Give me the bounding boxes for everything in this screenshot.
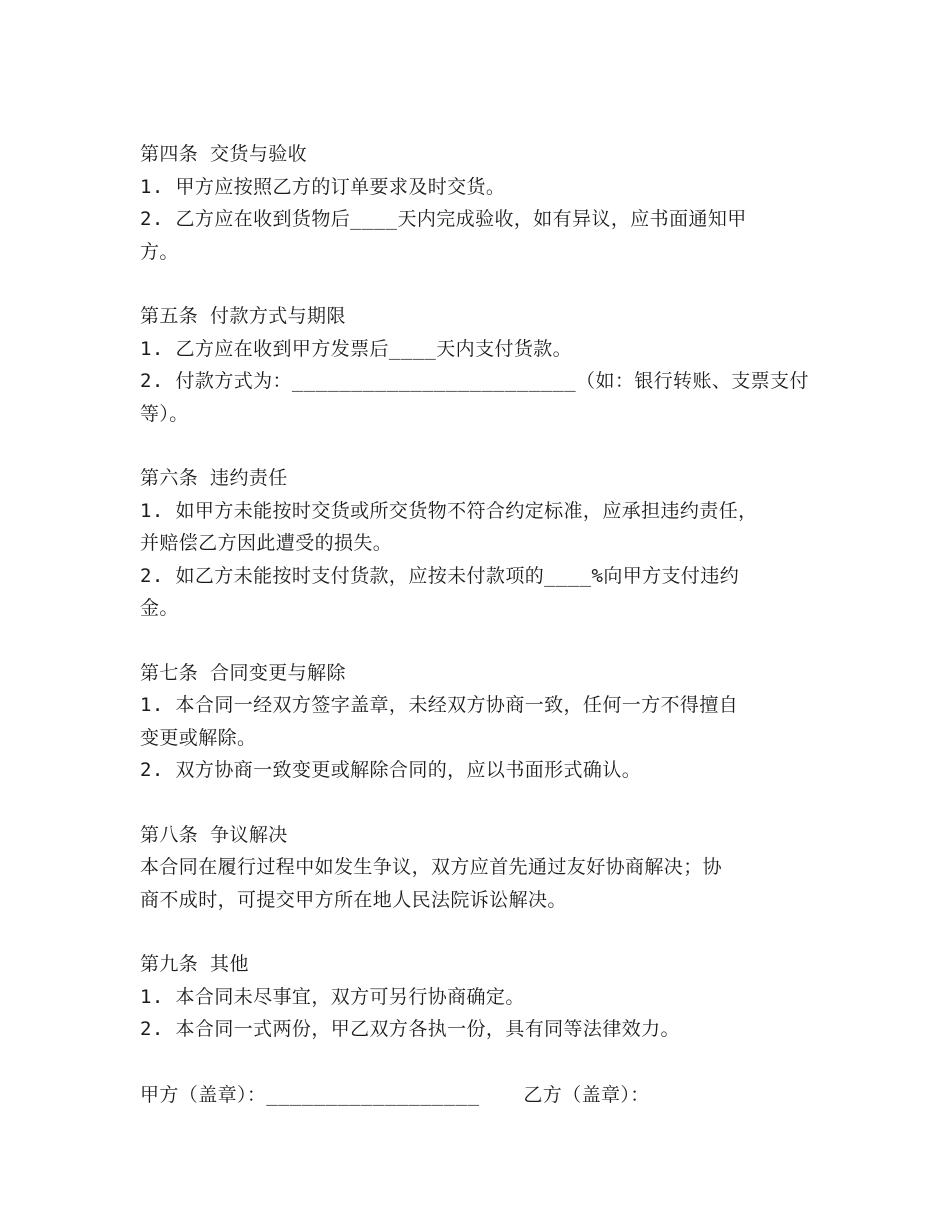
- clause-line: 1. 本合同一经双方签字盖章，未经双方协商一致，任何一方不得擅自: [140, 694, 739, 716]
- clause-line: 1. 甲方应按照乙方的订单要求及时交货。: [140, 175, 506, 198]
- clause-line: 1. 本合同未尽事宜，双方可另行协商确定。: [140, 985, 525, 1008]
- contract-body: [140, 138, 840, 1078]
- party-a-seal-field: 甲方（盖章）：__________________: [140, 1084, 480, 1106]
- clause-line: 等）。: [140, 402, 189, 425]
- section-heading: 第五条 付款方式与期限: [140, 305, 346, 327]
- party-b-seal-field: 乙方（盖章）：: [523, 1084, 650, 1106]
- clause-line: 方。: [140, 240, 179, 263]
- section-heading: 第八条 争议解决: [140, 823, 288, 846]
- signature-block: [140, 1079, 650, 1111]
- section-heading: 第七条 合同变更与解除: [140, 661, 346, 684]
- section-article-6: [140, 462, 840, 625]
- clause-line: 2. 如乙方未能按时支付货款，应按未付款项的____%向甲方支付违约: [140, 564, 740, 587]
- section-heading: 第九条 其他: [140, 953, 249, 975]
- clause-line: 2. 付款方式为：________________________（如：银行转账、支票支付: [140, 370, 809, 392]
- clause-line: 变更或解除。: [140, 726, 257, 749]
- section-article-5: [140, 300, 840, 430]
- clause-line: 2. 双方协商一致变更或解除合同的，应以书面形式确认。: [140, 759, 642, 781]
- clause-line: 2. 本合同一式两份，甲乙双方各执一份，具有同等法律效力。: [140, 1018, 680, 1040]
- clause-line: 商不成时，可提交甲方所在地人民法院诉讼解决。: [140, 888, 567, 911]
- section-heading: 第四条 交货与验收: [140, 143, 308, 165]
- clause-line: 本合同在履行过程中如发生争议，双方应首先通过友好协商解决；协: [140, 856, 723, 878]
- clause-line: 2. 乙方应在收到货物后____天内完成验收，如有异议，应书面通知甲: [140, 208, 747, 230]
- section-article-4: [140, 138, 840, 268]
- clause-line: 并赔偿乙方因此遭受的损失。: [140, 532, 393, 554]
- section-article-7: [140, 657, 840, 787]
- section-article-8: [140, 819, 840, 917]
- clause-line: 1. 如甲方未能按时交货或所交货物不符合约定标准，应承担违约责任，: [140, 499, 758, 522]
- clause-line: 1. 乙方应在收到甲方发票后____天内支付货款。: [140, 337, 573, 360]
- section-heading: 第六条 违约责任: [140, 467, 288, 489]
- section-article-9: [140, 948, 840, 1046]
- clause-line: 金。: [140, 597, 179, 619]
